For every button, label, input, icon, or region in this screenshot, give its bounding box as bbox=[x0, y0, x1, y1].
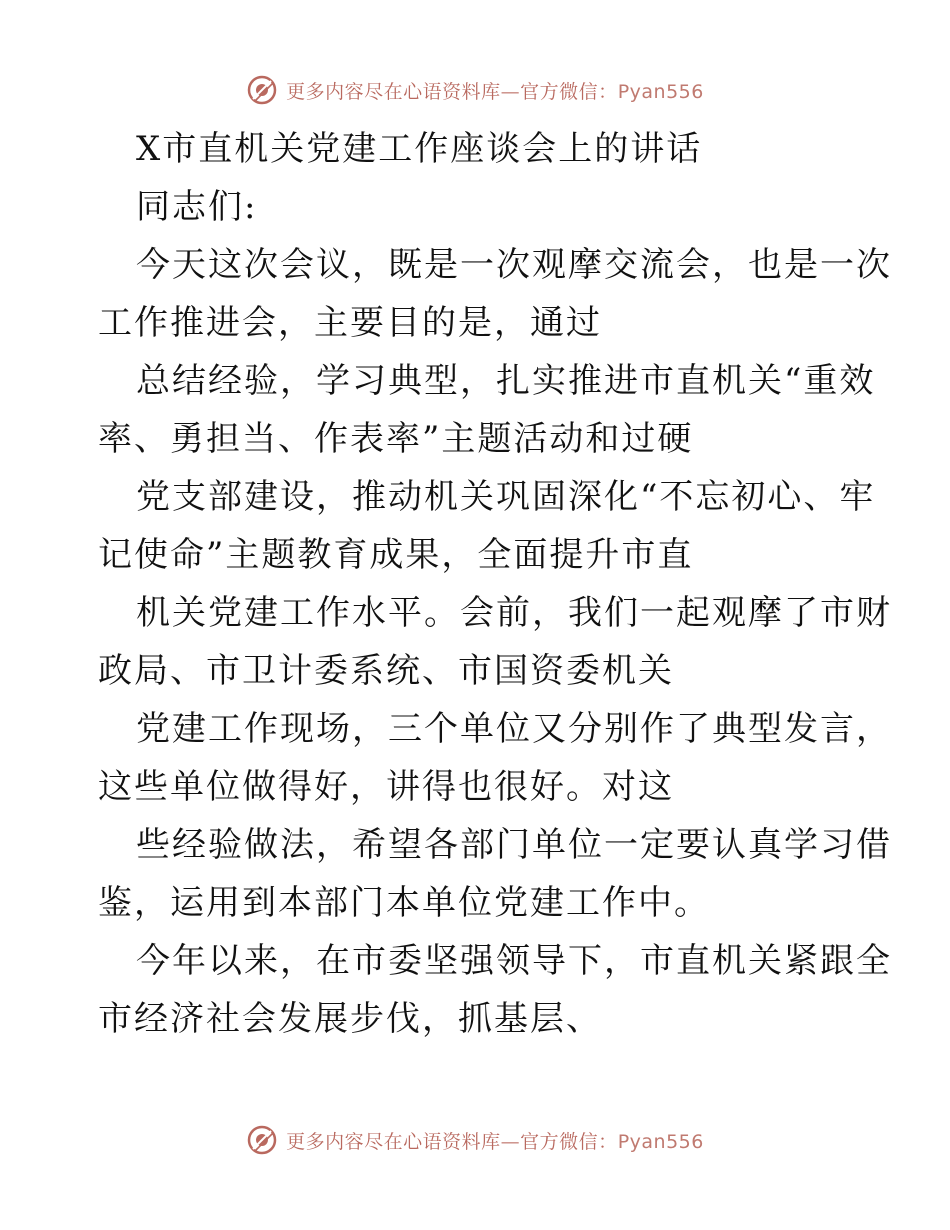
document-title: X市直机关党建工作座谈会上的讲话 bbox=[136, 129, 703, 169]
document-body bbox=[98, 120, 892, 1048]
watermark-official: 官方微信： bbox=[520, 80, 618, 103]
watermark-label: 更多内容尽在心语资料库 bbox=[286, 1130, 501, 1153]
salutation: 同志们: bbox=[136, 187, 258, 227]
paragraph-line: 市经济社会发展步伐，抓基层、 bbox=[98, 999, 602, 1039]
paragraph-line: 今天这次会议，既是一次观摩交流会，也是一次 bbox=[136, 245, 892, 285]
watermark-separator: — bbox=[500, 80, 521, 103]
paragraph-line: 政局、市卫计委系统、市国资委机关 bbox=[98, 651, 674, 691]
paragraph-line: 党支部建设，推动机关巩固深化“不忘初心、牢 bbox=[136, 477, 876, 517]
paragraph-line: 党建工作现场，三个单位又分别作了典型发言， bbox=[136, 709, 892, 749]
paragraph-line: 记使命”主题教育成果，全面提升市直 bbox=[98, 535, 694, 575]
header-watermark bbox=[0, 70, 950, 110]
watermark-id: Pyan556 bbox=[617, 1130, 704, 1153]
paragraph-line: 鉴，运用到本部门本单位党建工作中。 bbox=[98, 883, 710, 923]
watermark-text bbox=[286, 77, 704, 104]
seal-logo-icon bbox=[246, 74, 278, 106]
footer-watermark bbox=[0, 1120, 950, 1160]
paragraph-line: 今年以来，在市委坚强领导下，市直机关紧跟全 bbox=[136, 941, 892, 981]
watermark-label: 更多内容尽在心语资料库 bbox=[286, 80, 501, 103]
watermark-id: Pyan556 bbox=[617, 80, 704, 103]
watermark-official: 官方微信： bbox=[520, 1130, 618, 1153]
paragraph-line: 率、勇担当、作表率”主题活动和过硬 bbox=[98, 419, 694, 459]
paragraph-line: 些经验做法，希望各部门单位一定要认真学习借 bbox=[136, 825, 892, 865]
paragraph-line: 这些单位做得好，讲得也很好。对这 bbox=[98, 767, 674, 807]
paragraph-line: 总结经验，学习典型，扎实推进市直机关“重效 bbox=[136, 361, 876, 401]
paragraph-line: 机关党建工作水平。会前，我们一起观摩了市财 bbox=[136, 593, 892, 633]
watermark-text bbox=[286, 1127, 704, 1154]
watermark-separator: — bbox=[500, 1130, 521, 1153]
paragraph-line: 工作推进会，主要目的是，通过 bbox=[98, 303, 602, 343]
seal-logo-icon bbox=[246, 1124, 278, 1156]
